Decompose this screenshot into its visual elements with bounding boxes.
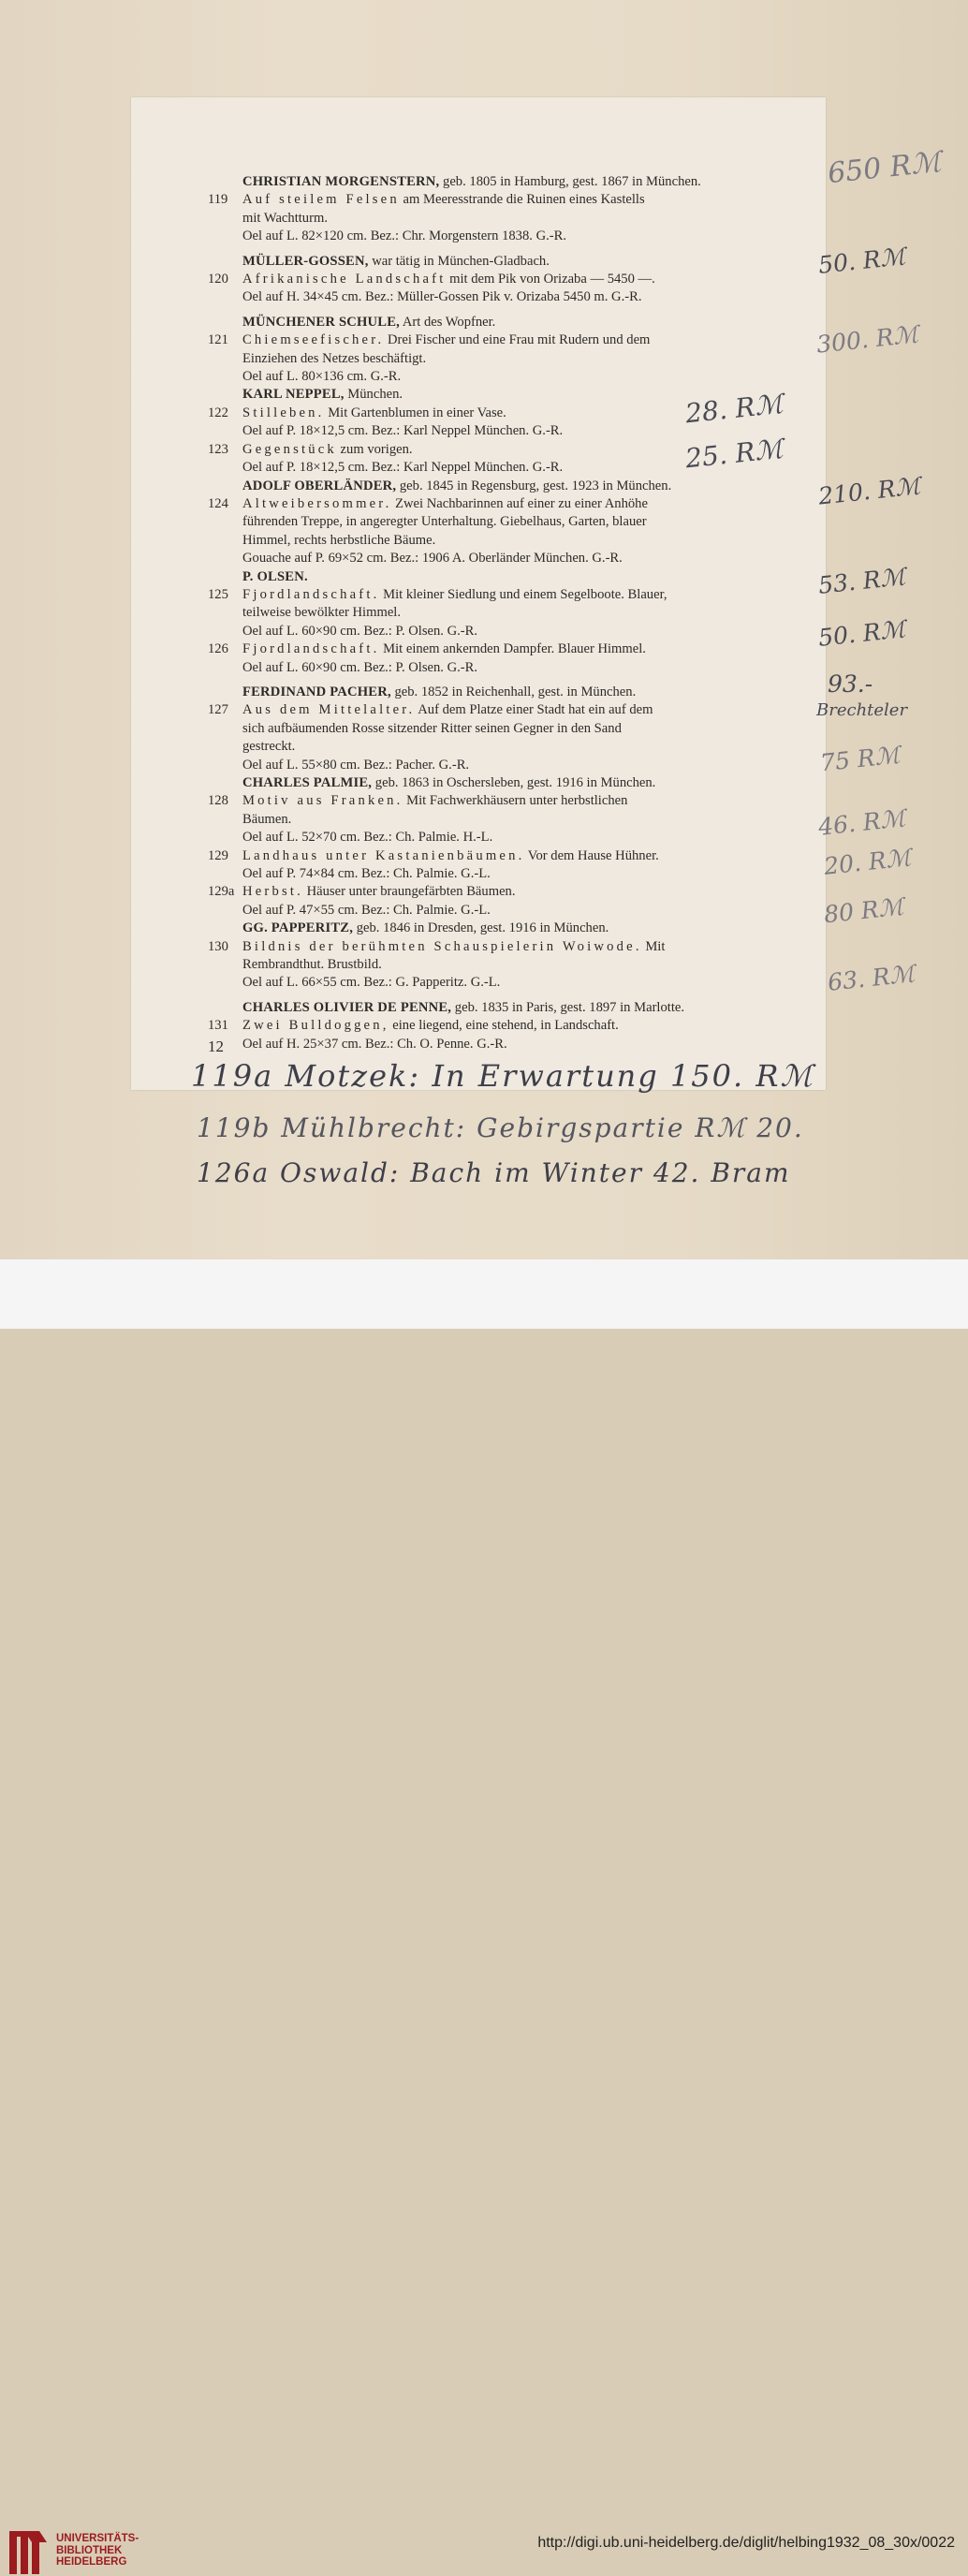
lot-description: eine liegend, eine stehend, in Landschaft. [389,1018,619,1034]
price-note-120: 50. Rℳ [816,243,907,279]
lot-number: 121 [208,332,228,348]
lot-title: Chiemseefischer. [242,332,385,348]
artist-bio: geb. 1846 in Dresden, gest. 1916 in München. [353,920,609,936]
artist-name: ADOLF OBERLÄNDER, [242,478,397,493]
artist-name: CHARLES PALMIE, [242,775,373,790]
lot-detail-line: Oel auf L. 66×55 cm. Bez.: G. Papperitz. G.-L. [242,975,501,991]
price-note-119: 650 Rℳ [826,145,943,191]
lot-description: mit dem Pik von Orizaba — 5450 —. [446,272,655,287]
price-note-124: 210. Rℳ [816,472,922,510]
artist-heading [208,684,760,701]
lot-title: Fjordlandschaft. [242,641,380,657]
price-note-122: 28. Rℳ [683,388,785,430]
lot-number: 126 [208,641,228,657]
lot-detail-line: Oel auf P. 18×12,5 cm. Bez.: Karl Neppel München. G.-R. [242,460,564,476]
lot-number: 119 [208,192,228,208]
lot-description: Zwei Nachbarinnen auf einer zu einer Anhöhe [391,495,648,511]
artist-bio: geb. 1852 in Reichenhall, gest. in München. [390,684,637,699]
artist-heading [208,774,760,792]
artist-name: CHARLES OLIVIER DE PENNE, [242,999,452,1015]
lot-detail-line: Oel auf P. 74×84 cm. Bez.: Ch. Palmie. G.-L. [242,866,491,882]
lot-title: Afrikanische Landschaft [242,272,447,287]
artist-bio: München. [344,387,403,403]
entry-gap [208,677,760,684]
lot-number: 130 [208,938,228,954]
lot-entry [208,405,760,422]
lot-number: 123 [208,441,228,457]
artist-heading [208,999,760,1017]
artist-name: GG. PAPPERITZ, [242,920,354,936]
lot-detail-line: Rembrandthut. Brustbild. [242,957,382,973]
artist-heading [208,920,760,937]
lot-description: Mit kleiner Siedlung und einem Segelboote. Blauer, [379,586,667,602]
library-name[interactable]: UNIVERSITÄTS- BIBLIOTHEK HEIDELBERG [56,2533,139,2568]
artist-heading [208,314,760,331]
artist-name: P. OLSEN. [242,568,308,584]
lot-detail-line: führenden Treppe, in angeregter Unterhaltung. Giebelhaus, Garten, blauer [242,514,647,530]
lot-detail-line: Oel auf L. 82×120 cm. Bez.: Chr. Morgenstern 1838. G.-R. [242,228,566,244]
catalog-text [208,173,760,1053]
lot-detail-line: Oel auf L. 55×80 cm. Bez.: Pacher. G.-R. [242,757,470,773]
lot-description: Mit [641,938,666,954]
buyer-note-127: Brechteler [816,700,908,720]
lot-description: Mit einem ankernden Dampfer. Blauer Himmel. [379,641,646,657]
lot-number: 127 [208,702,228,718]
lot-detail-line: Oel auf H. 34×45 cm. Bez.: Müller-Gossen Pik v. Orizaba 5450 m. G.-R. [242,289,642,305]
artist-name: CHRISTIAN MORGENSTERN, [242,174,440,189]
artist-bio: geb. 1845 in Regensburg, gest. 1923 in München. [396,478,672,493]
lot-number: 125 [208,586,228,602]
scan-background [0,0,968,1259]
price-note-123: 25. Rℳ [683,433,785,475]
price-note-127: 93.- [828,670,873,698]
artist-name: MÜLLER-GOSSEN, [242,253,369,269]
library-footer [0,1259,968,2568]
university-library-logo-icon [7,2529,49,2576]
lot-description: Drei Fischer und eine Frau mit Rudern und dem [384,332,651,348]
lot-title: Stilleben. [242,405,325,420]
lot-description: Mit Gartenblumen in einer Vase. [324,405,506,420]
lot-title: Zwei Bulldoggen, [242,1018,389,1034]
lot-number: 129a [208,884,235,900]
lot-description: am Meeresstrande die Ruinen eines Kastells [399,192,645,208]
lot-number: 120 [208,272,228,287]
lot-description: Vor dem Hause Hühner. [524,847,659,863]
lot-entry [208,331,760,349]
lot-number: 124 [208,495,228,511]
entry-gap [208,993,760,999]
handwritten-note-126a: 126a Oswald: Bach im Winter 42. Bram [197,1157,791,1188]
lot-detail-line: gestreckt. [242,739,296,755]
lot-title: Bildnis der berühmten Schauspielerin Woiwode. [242,938,642,954]
lot-entry [208,1017,760,1035]
price-note-129a: 20. Rℳ [822,844,913,880]
lot-description: Häuser unter braungefärbten Bäumen. [302,884,516,900]
price-note-125: 53. Rℳ [816,563,907,599]
price-note-128: 75 Rℳ [818,741,902,777]
lot-detail-line: teilweise bewölkter Himmel. [242,605,401,621]
entry-gap [208,307,760,314]
artist-heading [208,478,760,495]
lot-title: Fjordlandschaft. [242,586,380,602]
lot-entry [208,441,760,459]
entry-gap [208,246,760,253]
artist-name: MÜNCHENER SCHULE, [242,314,401,330]
lot-detail-line: Oel auf P. 18×12,5 cm. Bez.: Karl Neppel München. G.-R. [242,423,564,439]
artist-bio: geb. 1805 in Hamburg, gest. 1867 in München. [439,174,701,189]
handwritten-note-119b: 119b Mühlbrecht: Gebirgspartie Rℳ 20. [197,1112,804,1143]
artist-bio: Art des Wopfner. [400,314,496,330]
lot-title: Motiv aus Franken. [242,793,403,809]
price-note-131: 63. Rℳ [826,960,917,996]
lot-description: zum vorigen. [336,441,413,457]
artist-name: FERDINAND PACHER, [242,684,391,699]
source-url-link[interactable]: http://digi.ub.uni-heidelberg.de/diglit/helbing1932_08_30x/0022 [537,2535,955,2551]
lot-title: Aus dem Mittelalter. [242,702,416,718]
artist-name: KARL NEPPEL, [242,387,345,403]
lot-entry [208,847,760,865]
lot-entry [208,883,760,901]
lot-detail-line: Oel auf H. 25×37 cm. Bez.: Ch. O. Penne. G.-R. [242,1036,507,1052]
lot-entry [208,495,760,513]
lot-detail-line: Oel auf L. 80×136 cm. G.-R. [242,369,402,385]
lot-entry [208,191,760,209]
lot-entry [208,792,760,810]
handwritten-note-119a: 119a Motzek: In Erwartung 150. Rℳ [191,1058,814,1094]
lot-detail-line: sich aufbäumenden Rosse sitzender Ritter seinen Gegner in den Sand [242,720,622,736]
artist-heading [208,173,760,191]
lot-number: 128 [208,793,228,809]
lot-title: Altweibersommer. [242,495,392,511]
lot-detail-line: Gouache auf P. 69×52 cm. Bez.: 1906 A. Oberländer München. G.-R. [242,551,623,567]
lot-detail-line: Einziehen des Netzes beschäftigt. [242,350,427,366]
artist-heading [208,386,760,404]
page-number: 12 [208,1038,224,1055]
lot-detail-line: Oel auf L. 60×90 cm. Bez.: P. Olsen. G.-R. [242,659,478,675]
price-note-130: 80 Rℳ [822,892,905,929]
lot-entry [208,586,760,604]
price-note-129: 46. Rℳ [816,804,907,841]
lot-detail-line: Oel auf L. 60×90 cm. Bez.: P. Olsen. G.-R. [242,623,478,639]
lot-number: 129 [208,847,228,863]
lot-detail-line: Oel auf P. 47×55 cm. Bez.: Ch. Palmie. G.-L. [242,902,491,918]
lot-description: Mit Fachwerkhäusern unter herbstlichen [403,793,628,809]
lot-detail-line: Oel auf L. 52×70 cm. Bez.: Ch. Palmie. H.-L. [242,830,493,846]
lot-detail-line: Himmel, rechts herbstliche Bäume. [242,532,436,548]
artist-bio: geb. 1863 in Oschersleben, gest. 1916 in München. [372,775,656,790]
lot-detail-line: Bäumen. [242,811,292,827]
lot-entry [208,701,760,719]
lot-entry [208,640,760,658]
artist-bio: geb. 1835 in Paris, gest. 1897 in Marlotte. [451,999,685,1015]
lot-number: 131 [208,1018,228,1034]
lot-title: Landhaus unter Kastanienbäumen. [242,847,525,863]
lot-title: Herbst. [242,884,303,900]
lot-title: Auf steilem Felsen [242,192,400,208]
lot-title: Gegenstück [242,441,337,457]
lot-entry [208,271,760,288]
artist-heading [208,568,760,586]
lot-number: 122 [208,405,228,420]
lot-description: Auf dem Platze einer Stadt hat ein auf dem [415,702,653,718]
price-note-126: 50. Rℳ [816,615,907,652]
lot-detail-line: mit Wachtturm. [242,210,328,226]
artist-bio: war tätig in München-Gladbach. [368,253,550,269]
lot-entry [208,938,760,956]
price-note-121: 300. Rℳ [814,320,920,359]
artist-heading [208,253,760,271]
